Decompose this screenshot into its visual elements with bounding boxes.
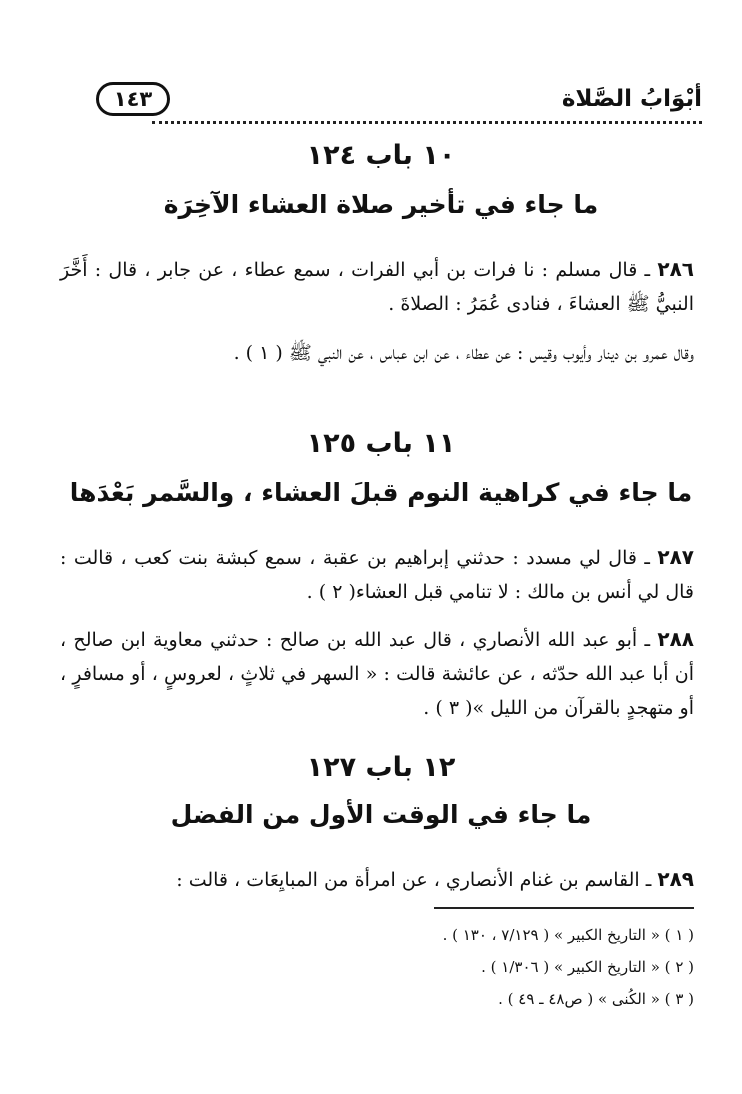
hadith-text: ـ أبو عبد الله الأنصاري ، قال عبد الله بن صالح : حدثني معاوية ابن صالح ، أن أبا عبد الله حدّثه ، عن عائشة قالت : « السهر في ثلاثٍ ، لعروسٍ ، أو مسافرٍ ، أو متهجدٍ بالقرآن من الليل »( ٣ ) . [60,629,694,719]
chapter-title: ما جاء في الوقت الأول من الفضل [170,800,592,829]
hadith-number: ٢٨٨ [657,627,694,651]
hadith-paragraph [60,862,694,897]
running-title: أبْوَابُ الصَّلاة [561,86,702,112]
hadith-number: ٢٨٧ [657,545,694,569]
footnote: ( ١ ) « التاريخ الكبير » ( ٧/١٢٩ ، ١٣٠ ) . [442,926,694,944]
page-header [96,78,702,122]
hadith-paragraph [60,336,694,370]
footnote: ( ٣ ) « الكُنى » ( ص٤٨ ـ ٤٩ ) . [498,990,694,1008]
footnote-divider [434,907,694,909]
chapter-title: ما جاء في تأخير صلاة العشاء الآخِرَة [163,190,599,219]
header-divider [152,121,702,124]
chapter-number: ١٠ باب ١٢٤ [306,140,456,171]
footnote: ( ٢ ) « التاريخ الكبير » ( ١/٣٠٦ ) . [481,958,694,976]
hadith-text: ـ قال مسلم : نا فرات بن أبي الفرات ، سمع عطاء ، عن جابر ، قال : أَخَّرَ النبيُّ ﷺ العشاءَ ، فنادى عُمَرُ : الصلاةَ . [60,259,694,315]
hadith-paragraph [60,252,694,321]
chapter-title: ما جاء في كراهية النوم قبلَ العشاء ، والسَّمر بَعْدَها [69,478,693,507]
hadith-paragraph [60,540,694,609]
hadith-number: ٢٨٩ [657,867,694,891]
chapter-number: ١٢ باب ١٢٧ [306,752,456,783]
page-number-badge: ١٤٣ [96,82,170,116]
hadith-paragraph [60,622,694,725]
hadith-number: ٢٨٦ [657,257,694,281]
hadith-text: ـ قال لي مسدد : حدثني إبراهيم بن عقبة ، سمع كبشة بنت كعب ، قالت : قال لي أنس بن مالك : لا تنامي قبل العشاء( ٢ ) . [60,547,694,603]
hadith-text: ـ القاسم بن غنام الأنصاري ، عن امرأة من المبايِعَات ، قالت : [176,869,652,891]
chapter-number: ١١ باب ١٢٥ [306,428,456,459]
hadith-text: وقال عمرو بن دينار وأيوب وقيس : عن عطاء ، عن ابن عباس ، عن النبي ﷺ ( ١ ) . [233,342,694,364]
